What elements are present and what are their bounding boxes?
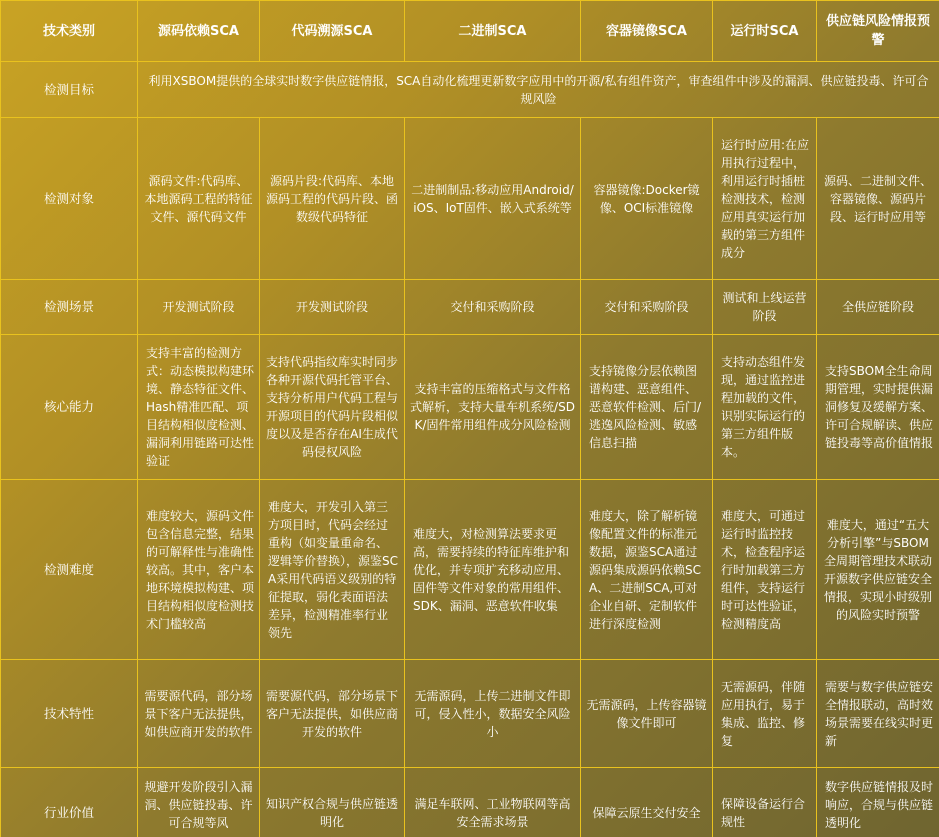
difficulty-cell-binary: 难度大，对检测算法要求更高，需要持续的特征库维护和优化，并专项扩充移动应用、固件等文件对象的常用组件、SDK、漏洞、恶意软件收集 xyxy=(405,480,581,660)
value-cell-code-trace: 知识产权合规与供应链透明化 xyxy=(260,768,405,837)
header-binary-sca: 二进制SCA xyxy=(405,1,581,62)
difficulty-cell-runtime: 难度大，可通过运行时监控技术，检查程序运行时加载第三方组件，支持运行时可达性验证，检测精度高 xyxy=(713,480,817,660)
object-cell-runtime: 运行时应用:在应用执行过程中，利用运行时插桩检测技术，检测应用真实运行加载的第三方组件成分 xyxy=(713,118,817,280)
value-cell-runtime: 保障设备运行合规性 xyxy=(713,768,817,837)
header-supply-chain-intel: 供应链风险情报预警 xyxy=(817,1,939,62)
difficulty-cell-code-trace: 难度大，开发引入第三方项目时，代码会经过重构（如变量重命名、逻辑等价替换），源鉴SCA采用代码语义级别的特征提取，弱化表面语法差异，检测精准率行业领先 xyxy=(260,480,405,660)
difficulty-cell-supply-chain: 难度大，通过“五大分析引擎”与SBOM全周期管理技术联动开源数字供应链安全情报，实现小时级别的风险实时预警 xyxy=(817,480,939,660)
object-cell-code-trace: 源码片段:代码库、本地源码工程的代码片段、函数级代码特征 xyxy=(260,118,405,280)
core-cell-source-dependency: 支持丰富的检测方式：动态模拟构建环境、静态特征文件、Hash精准匹配、项目结构相似度检测、漏洞利用链路可达性验证 xyxy=(138,335,260,480)
scene-cell-binary: 交付和采购阶段 xyxy=(405,280,581,335)
header-runtime-sca: 运行时SCA xyxy=(713,1,817,62)
table-row-goal xyxy=(1,62,939,118)
scene-cell-code-trace: 开发测试阶段 xyxy=(260,280,405,335)
row-label-difficulty: 检测难度 xyxy=(1,480,138,660)
header-container-image-sca: 容器镜像SCA xyxy=(581,1,713,62)
row-label-value: 行业价值 xyxy=(1,768,138,837)
table-row-core xyxy=(1,335,939,480)
table-row-feature xyxy=(1,660,939,768)
core-cell-binary: 支持丰富的压缩格式与文件格式解析，支持大量车机系统/SDK/固件常用组件成分风险检测 xyxy=(405,335,581,480)
object-cell-container: 容器镜像:Docker镜像、OCI标准镜像 xyxy=(581,118,713,280)
feature-cell-binary: 无需源码，上传二进制文件即可，侵入性小，数据安全风险小 xyxy=(405,660,581,768)
table-row-value xyxy=(1,768,939,837)
row-label-object: 检测对象 xyxy=(1,118,138,280)
value-cell-supply-chain: 数字供应链情报及时响应，合规与供应链透明化 xyxy=(817,768,939,837)
feature-cell-source-dependency: 需要源代码，部分场景下客户无法提供，如供应商开发的软件 xyxy=(138,660,260,768)
header-tech-category: 技术类别 xyxy=(1,1,138,62)
core-cell-runtime: 支持动态组件发现，通过监控进程加载的文件，识别实际运行的第三方组件版本。 xyxy=(713,335,817,480)
core-cell-supply-chain: 支持SBOM全生命周期管理，实时提供漏洞修复及缓解方案、许可合规解读、供应链投毒等高价值情报 xyxy=(817,335,939,480)
row-label-scene: 检测场景 xyxy=(1,280,138,335)
object-cell-binary: 二进制制品:移动应用Android/iOS、IoT固件、嵌入式系统等 xyxy=(405,118,581,280)
goal-text: 利用XSBOM提供的全球实时数字供应链情报，SCA自动化梳理更新数字应用中的开源/私有组件资产，审查组件中涉及的漏洞、供应链投毒、许可合规风险 xyxy=(138,62,939,118)
difficulty-cell-container: 难度大，除了解析镜像配置文件的标准元数据，源鉴SCA通过源码集成源码依赖SCA、二进制SCA,可对企业自研、定制软件进行深度检测 xyxy=(581,480,713,660)
core-cell-code-trace: 支持代码指纹库实时同步各种开源代码托管平台、支持分析用户代码工程与开源项目的代码片段相似度以及是否存在AI生成代码侵权风险 xyxy=(260,335,405,480)
feature-cell-code-trace: 需要源代码，部分场景下客户无法提供，如供应商开发的软件 xyxy=(260,660,405,768)
header-code-trace-sca: 代码溯源SCA xyxy=(260,1,405,62)
value-cell-source-dependency: 规避开发阶段引入漏洞、供应链投毒、许可合规等风 xyxy=(138,768,260,837)
table-row-difficulty xyxy=(1,480,939,660)
row-label-goal: 检测目标 xyxy=(1,62,138,118)
scene-cell-container: 交付和采购阶段 xyxy=(581,280,713,335)
value-cell-binary: 满足车联网、工业物联网等高安全需求场景 xyxy=(405,768,581,837)
feature-cell-supply-chain: 需要与数字供应链安全情报联动，高时效场景需要在线实时更新 xyxy=(817,660,939,768)
header-source-dependency-sca: 源码依赖SCA xyxy=(138,1,260,62)
table-row-object xyxy=(1,118,939,280)
object-cell-supply-chain: 源码、二进制文件、容器镜像、源码片段、运行时应用等 xyxy=(817,118,939,280)
header-row xyxy=(1,1,939,62)
scene-cell-runtime: 测试和上线运营阶段 xyxy=(713,280,817,335)
scene-cell-source-dependency: 开发测试阶段 xyxy=(138,280,260,335)
table-row-scene xyxy=(1,280,939,335)
feature-cell-runtime: 无需源码，伴随应用执行，易于集成、监控、修复 xyxy=(713,660,817,768)
core-cell-container: 支持镜像分层依赖图谱构建、恶意组件、恶意软件检测、后门/逃逸风险检测、敏感信息扫描 xyxy=(581,335,713,480)
object-cell-source-dependency: 源码文件:代码库、本地源码工程的特征文件、源代码文件 xyxy=(138,118,260,280)
value-cell-container: 保障云原生交付安全 xyxy=(581,768,713,837)
row-label-core: 核心能力 xyxy=(1,335,138,480)
feature-cell-container: 无需源码，上传容器镜像文件即可 xyxy=(581,660,713,768)
scene-cell-supply-chain: 全供应链阶段 xyxy=(817,280,939,335)
row-label-feature: 技术特性 xyxy=(1,660,138,768)
difficulty-cell-source-dependency: 难度较大，源码文件包含信息完整，结果的可解释性与准确性较高。其中，客户本地环境模拟构建、项目结构相似度检测技术门槛较高 xyxy=(138,480,260,660)
